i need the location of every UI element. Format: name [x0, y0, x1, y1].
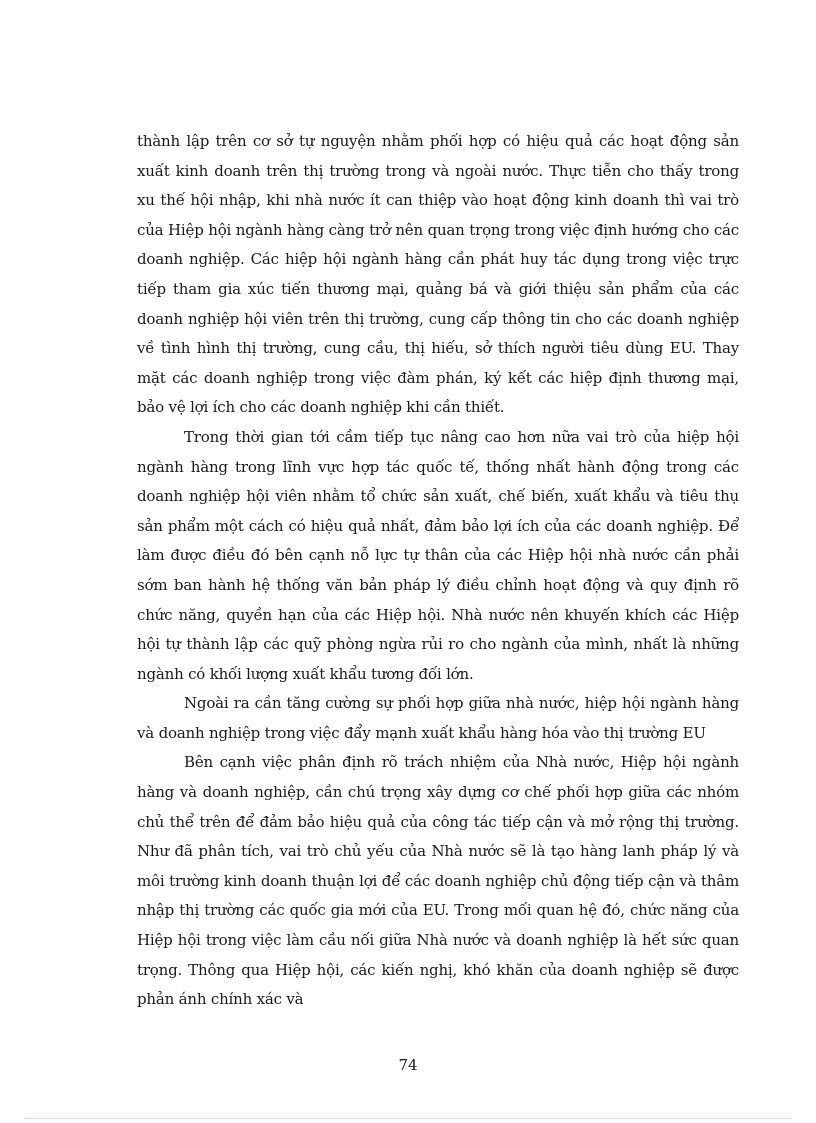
- paragraph-role-of-associations: Trong thời gian tới cầm tiếp tục nâng cao hơn nữa vai trò của hiệp hội ngành hàng trong lĩnh vực hợp tác quốc tế, thống nhất hành động trong các doanh nghiệp hội viên nhằm tổ chức sản xuất, chế biến, xuất khẩu và tiêu thụ sản phẩm một cách có hiệu quả nhất, đảm bảo lợi ích của các doanh nghiệp. Để làm được điều đó bên cạnh nỗ lực tự thân của các Hiệp hội nhà nước cần phải sớm ban hành hệ thống văn bản pháp lý điều chỉnh hoạt động và quy định rõ chức năng, quyền hạn của các Hiệp hội. Nhà nước nên khuyến khích các Hiệp hội tự thành lập các quỹ phòng ngừa rủi ro cho ngành của mình, nhất là những ngành có khối lượng xuất khẩu tương đối lớn.: [137, 427, 739, 683]
- paragraph-coordination: Ngoài ra cần tăng cường sự phối hợp giữa nhà nước, hiệp hội ngành hàng và doanh nghiệp trong việc đẩy mạnh xuất khẩu hàng hóa vào thị trường EU: [137, 694, 739, 742]
- page-body: [137, 127, 739, 1015]
- paragraph-continuation: thành lập trên cơ sở tự nguyện nhằm phối hợp có hiệu quả các hoạt động sản xuất kinh doanh trên thị trường trong và ngoài nước. Thực tiễn cho thấy trong xu thế hội nhập, khi nhà nước ít can thiệp vào hoạt động kinh doanh thì vai trò của Hiệp hội ngành hàng càng trở nên quan trọng trong việc định hướng cho các doanh nghiệp. Các hiệp hội ngành hàng cần phát huy tác dụng trong việc trực tiếp tham gia xúc tiến thương mại, quảng bá và giới thiệu sản phẩm của các doanh nghiệp hội viên trên thị trường, cung cấp thông tin cho các doanh nghiệp về tình hình thị trường, cung cầu, thị hiếu, sở thích người tiêu dùng EU. Thay mặt các doanh nghiệp trong việc đàm phán, ký kết các hiệp định thương mại, bảo vệ lợi ích cho các doanh nghiệp khi cần thiết.: [137, 132, 739, 417]
- page-number: 74: [398, 1056, 418, 1074]
- paragraph-responsibilities: Bên cạnh việc phân định rõ trách nhiệm của Nhà nước, Hiệp hội ngành hàng và doanh nghiệp, cần chú trọng xây dựng cơ chế phối hợp giữa các nhóm chủ thể trên để đảm bảo hiệu quả của công tác tiếp cận và mở rộng thị trường. Như đã phân tích, vai trò chủ yếu của Nhà nước sẽ là tạo hàng lanh pháp lý và môi trường kinh doanh thuận lợi để các doanh nghiệp chủ động tiếp cận và thâm nhập thị trường các quốc gia mới của EU. Trong mối quan hệ đó, chức năng của Hiệp hội trong việc làm cầu nối giữa Nhà nước và doanh nghiệp là hết sức quan trọng. Thông qua Hiệp hội, các kiến nghị, khó khăn của doanh nghiệp sẽ được phản ánh chính xác và: [137, 753, 739, 1009]
- page-bottom-border: [24, 1118, 792, 1119]
